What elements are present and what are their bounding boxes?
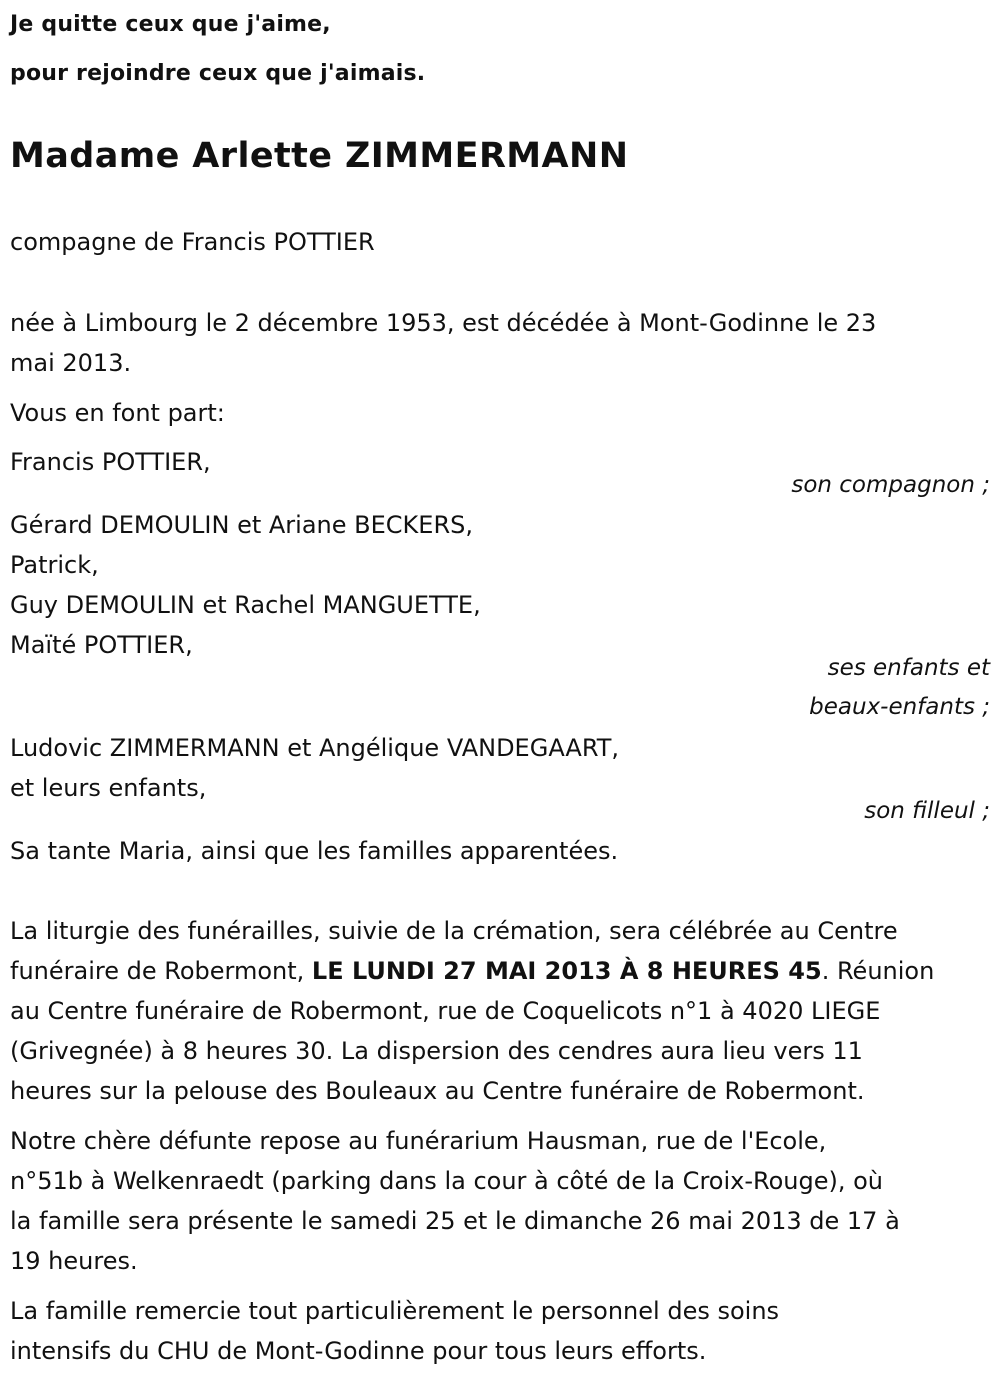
funeral-date-time: LE LUNDI 27 MAI 2013 À 8 HEURES 45 (311, 957, 822, 985)
announcement-closing: Sa tante Maria, ainsi que les familles apparentées. (10, 837, 619, 865)
funeral-line: heures sur la pelouse des Bouleaux au Centre funéraire de Robermont. (10, 1077, 865, 1105)
birth-death-line-1: née à Limbourg le 2 décembre 1953, est décédée à Mont-Godinne le 23 (10, 309, 877, 337)
birth-death-line-2: mai 2013. (10, 349, 132, 377)
family-role: ses enfants et (827, 655, 990, 681)
visitation-paragraph (10, 1121, 985, 1281)
announcement-intro: Vous en font part: (10, 399, 225, 427)
visitation-line: Notre chère défunte repose au funérarium Hausman, rue de l'Ecole, (10, 1127, 827, 1155)
thanks-line: La famille remercie tout particulièrement le personnel des soins (10, 1297, 780, 1325)
epigraph-line-2: pour rejoindre ceux que j'aimais. (10, 61, 426, 86)
funeral-line: (Grivegnée) à 8 heures 30. La dispersion des cendres aura lieu vers 11 (10, 1037, 863, 1065)
epigraph-line-1: Je quitte ceux que j'aime, (10, 12, 331, 37)
family-role: son compagnon ; (791, 472, 990, 498)
family-name: et leurs enfants, (10, 774, 207, 802)
family-role: beaux-enfants ; (809, 694, 990, 720)
companion-line: compagne de Francis POTTIER (10, 228, 375, 256)
visitation-line: la famille sera présente le samedi 25 et le dimanche 26 mai 2013 de 17 à (10, 1207, 900, 1235)
funeral-line-pre: funéraire de Robermont, (10, 957, 312, 985)
family-name: Gérard DEMOULIN et Ariane BECKERS, (10, 511, 473, 539)
thanks-paragraph (10, 1291, 985, 1371)
funeral-paragraph (10, 911, 985, 1111)
funeral-line: au Centre funéraire de Robermont, rue de Coquelicots n°1 à 4020 LIEGE (10, 997, 881, 1025)
family-name: Patrick, (10, 551, 99, 579)
thanks-line: intensifs du CHU de Mont-Godinne pour tous leurs efforts. (10, 1337, 707, 1365)
family-name: Francis POTTIER, (10, 448, 211, 476)
deceased-name: Madame Arlette ZIMMERMANN (10, 136, 629, 176)
visitation-line: n°51b à Welkenraedt (parking dans la cour à côté de la Croix-Rouge), où (10, 1167, 883, 1195)
funeral-line: La liturgie des funérailles, suivie de la crémation, sera célébrée au Centre (10, 917, 898, 945)
funeral-line (10, 951, 985, 991)
family-name: Maïté POTTIER, (10, 631, 193, 659)
funeral-line-post: . Réunion (821, 957, 935, 985)
family-name: Guy DEMOULIN et Rachel MANGUETTE, (10, 591, 481, 619)
visitation-line: 19 heures. (10, 1247, 138, 1275)
family-name: Ludovic ZIMMERMANN et Angélique VANDEGAART, (10, 734, 620, 762)
family-role: son filleul ; (864, 798, 990, 824)
